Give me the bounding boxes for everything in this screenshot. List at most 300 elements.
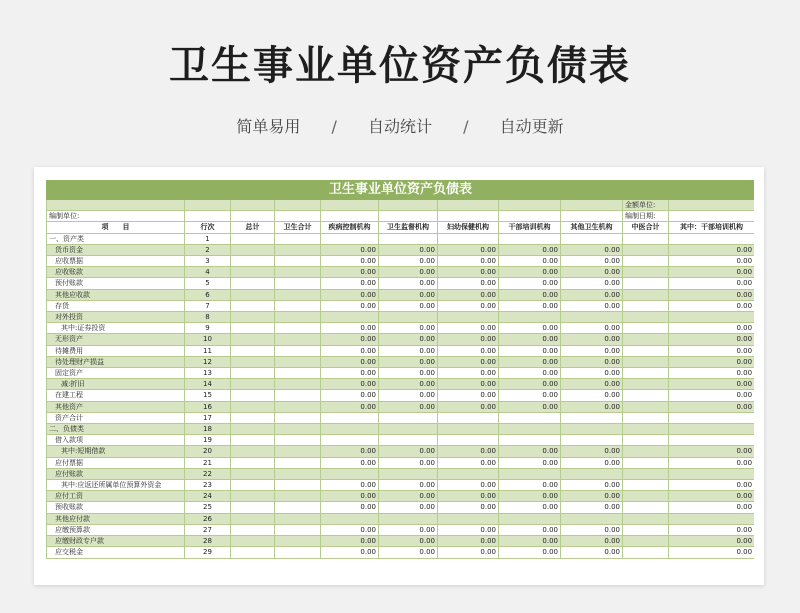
row-value: 0.00 bbox=[561, 368, 623, 379]
row-value: 0.00 bbox=[669, 401, 755, 412]
row-value: 0.00 bbox=[321, 278, 379, 289]
row-value bbox=[499, 312, 561, 323]
row-value: 0.00 bbox=[379, 491, 438, 502]
row-value bbox=[499, 435, 561, 446]
row-value bbox=[623, 278, 669, 289]
row-value: 0.00 bbox=[379, 536, 438, 547]
row-value bbox=[438, 312, 499, 323]
row-value bbox=[623, 312, 669, 323]
row-value bbox=[275, 312, 321, 323]
row-value bbox=[623, 368, 669, 379]
row-value bbox=[275, 424, 321, 435]
row-value: 0.00 bbox=[499, 278, 561, 289]
row-value bbox=[275, 390, 321, 401]
row-value: 0.00 bbox=[321, 491, 379, 502]
row-item: 应付票据 bbox=[47, 457, 185, 468]
table-row bbox=[47, 536, 755, 547]
row-value bbox=[231, 480, 275, 491]
row-item: 应交税金 bbox=[47, 547, 185, 558]
row-value bbox=[275, 334, 321, 345]
row-value bbox=[275, 256, 321, 267]
row-value: 0.00 bbox=[321, 289, 379, 300]
row-value: 0.00 bbox=[561, 300, 623, 311]
row-value bbox=[438, 468, 499, 479]
row-value bbox=[623, 547, 669, 558]
row-item: 其他应付款 bbox=[47, 513, 185, 524]
row-line-number: 24 bbox=[185, 491, 231, 502]
row-value: 0.00 bbox=[669, 390, 755, 401]
row-value bbox=[275, 412, 321, 423]
row-value: 0.00 bbox=[669, 244, 755, 255]
row-value: 0.00 bbox=[321, 244, 379, 255]
row-value: 0.00 bbox=[499, 401, 561, 412]
row-value bbox=[623, 300, 669, 311]
row-value: 0.00 bbox=[321, 547, 379, 558]
row-line-number: 20 bbox=[185, 446, 231, 457]
row-item: 预付账款 bbox=[47, 278, 185, 289]
row-item: 预收账款 bbox=[47, 502, 185, 513]
table-row bbox=[47, 468, 755, 479]
row-value bbox=[561, 412, 623, 423]
table-row bbox=[47, 401, 755, 412]
row-value bbox=[231, 424, 275, 435]
row-value bbox=[231, 267, 275, 278]
row-value: 0.00 bbox=[499, 491, 561, 502]
row-value: 0.00 bbox=[669, 379, 755, 390]
table-row bbox=[47, 334, 755, 345]
row-value: 0.00 bbox=[438, 368, 499, 379]
row-value bbox=[499, 424, 561, 435]
row-value bbox=[275, 457, 321, 468]
row-value: 0.00 bbox=[561, 502, 623, 513]
row-value bbox=[623, 536, 669, 547]
row-value bbox=[623, 345, 669, 356]
table-row bbox=[47, 312, 755, 323]
column-header-row bbox=[47, 222, 755, 233]
row-item: 应收账款 bbox=[47, 267, 185, 278]
row-value bbox=[623, 435, 669, 446]
col-header: 疾病控制机构 bbox=[321, 222, 379, 233]
row-value: 0.00 bbox=[438, 536, 499, 547]
row-line-number: 1 bbox=[185, 233, 231, 244]
row-value: 0.00 bbox=[499, 536, 561, 547]
col-header: 其中：干部培训机构 bbox=[669, 222, 755, 233]
row-value bbox=[438, 435, 499, 446]
row-value: 0.00 bbox=[669, 334, 755, 345]
row-value: 0.00 bbox=[669, 524, 755, 535]
row-value bbox=[275, 446, 321, 457]
row-item: 减:折旧 bbox=[47, 379, 185, 390]
col-header: 中医合计 bbox=[623, 222, 669, 233]
row-value: 0.00 bbox=[379, 368, 438, 379]
row-value: 0.00 bbox=[561, 356, 623, 367]
row-value bbox=[499, 513, 561, 524]
row-line-number: 7 bbox=[185, 300, 231, 311]
row-value: 0.00 bbox=[379, 480, 438, 491]
row-value: 0.00 bbox=[669, 446, 755, 457]
row-value: 0.00 bbox=[669, 300, 755, 311]
row-value bbox=[379, 424, 438, 435]
tag-separator: / bbox=[331, 117, 337, 136]
row-value: 0.00 bbox=[438, 379, 499, 390]
row-value: 0.00 bbox=[669, 289, 755, 300]
row-value: 0.00 bbox=[669, 368, 755, 379]
row-value: 0.00 bbox=[379, 267, 438, 278]
row-line-number: 6 bbox=[185, 289, 231, 300]
row-value bbox=[275, 278, 321, 289]
row-value: 0.00 bbox=[379, 323, 438, 334]
sheet-title: 卫生事业单位资产负债表 bbox=[47, 181, 755, 200]
row-value: 0.00 bbox=[438, 446, 499, 457]
row-value bbox=[275, 379, 321, 390]
tag-separator: / bbox=[463, 117, 469, 136]
row-value: 0.00 bbox=[561, 491, 623, 502]
col-header: 卫生监督机构 bbox=[379, 222, 438, 233]
row-value bbox=[623, 233, 669, 244]
row-item: 资产合计 bbox=[47, 412, 185, 423]
row-value bbox=[321, 424, 379, 435]
row-value bbox=[438, 412, 499, 423]
row-value bbox=[231, 468, 275, 479]
row-value: 0.00 bbox=[379, 446, 438, 457]
row-value bbox=[231, 233, 275, 244]
row-value: 0.00 bbox=[379, 379, 438, 390]
row-value bbox=[669, 513, 755, 524]
row-value bbox=[438, 513, 499, 524]
row-line-number: 4 bbox=[185, 267, 231, 278]
row-value bbox=[231, 457, 275, 468]
row-value bbox=[231, 256, 275, 267]
row-value bbox=[623, 390, 669, 401]
row-value bbox=[231, 435, 275, 446]
row-item: 无形资产 bbox=[47, 334, 185, 345]
table-row bbox=[47, 233, 755, 244]
row-value: 0.00 bbox=[561, 401, 623, 412]
table-row bbox=[47, 267, 755, 278]
table-row bbox=[47, 513, 755, 524]
meta-row bbox=[47, 200, 755, 211]
row-item: 货币资金 bbox=[47, 244, 185, 255]
row-value bbox=[379, 513, 438, 524]
row-value bbox=[623, 401, 669, 412]
row-value bbox=[623, 457, 669, 468]
row-value: 0.00 bbox=[561, 334, 623, 345]
row-value: 0.00 bbox=[438, 278, 499, 289]
row-value bbox=[623, 524, 669, 535]
table-row bbox=[47, 278, 755, 289]
row-value: 0.00 bbox=[379, 390, 438, 401]
row-value: 0.00 bbox=[499, 390, 561, 401]
col-header: 行次 bbox=[185, 222, 231, 233]
row-value bbox=[669, 435, 755, 446]
row-value bbox=[379, 233, 438, 244]
feature-tags bbox=[0, 114, 800, 137]
row-value: 0.00 bbox=[669, 356, 755, 367]
row-value bbox=[231, 278, 275, 289]
row-value: 0.00 bbox=[379, 256, 438, 267]
row-value bbox=[499, 233, 561, 244]
col-header: 干部培训机构 bbox=[499, 222, 561, 233]
row-value: 0.00 bbox=[499, 323, 561, 334]
row-line-number: 27 bbox=[185, 524, 231, 535]
table-row bbox=[47, 435, 755, 446]
row-value: 0.00 bbox=[669, 256, 755, 267]
row-value bbox=[561, 435, 623, 446]
row-value bbox=[231, 401, 275, 412]
row-line-number: 5 bbox=[185, 278, 231, 289]
row-value bbox=[231, 345, 275, 356]
row-value bbox=[623, 446, 669, 457]
row-value: 0.00 bbox=[561, 480, 623, 491]
row-value bbox=[231, 547, 275, 558]
row-value: 0.00 bbox=[669, 457, 755, 468]
row-value: 0.00 bbox=[669, 536, 755, 547]
row-value: 0.00 bbox=[321, 368, 379, 379]
row-line-number: 21 bbox=[185, 457, 231, 468]
row-value bbox=[499, 468, 561, 479]
row-value: 0.00 bbox=[379, 334, 438, 345]
row-value: 0.00 bbox=[561, 278, 623, 289]
row-value: 0.00 bbox=[438, 323, 499, 334]
row-line-number: 2 bbox=[185, 244, 231, 255]
row-item: 其中:证券投资 bbox=[47, 323, 185, 334]
prepared-by-label: 编制单位: bbox=[47, 211, 185, 222]
table-row bbox=[47, 356, 755, 367]
row-value: 0.00 bbox=[438, 300, 499, 311]
row-value: 0.00 bbox=[561, 345, 623, 356]
row-item: 在建工程 bbox=[47, 390, 185, 401]
row-value: 0.00 bbox=[499, 524, 561, 535]
amount-unit-label: 金额单位: bbox=[623, 200, 669, 211]
row-value bbox=[275, 368, 321, 379]
row-value bbox=[623, 356, 669, 367]
row-line-number: 3 bbox=[185, 256, 231, 267]
row-value: 0.00 bbox=[499, 256, 561, 267]
row-value: 0.00 bbox=[561, 547, 623, 558]
row-value: 0.00 bbox=[438, 480, 499, 491]
row-line-number: 19 bbox=[185, 435, 231, 446]
row-item: 应缴财政专户款 bbox=[47, 536, 185, 547]
row-item: 固定资产 bbox=[47, 368, 185, 379]
row-value bbox=[623, 323, 669, 334]
row-value: 0.00 bbox=[379, 502, 438, 513]
table-row bbox=[47, 289, 755, 300]
table-row bbox=[47, 244, 755, 255]
row-value: 0.00 bbox=[499, 289, 561, 300]
row-value: 0.00 bbox=[561, 289, 623, 300]
row-item: 其中:短期借款 bbox=[47, 446, 185, 457]
col-header: 项 目 bbox=[47, 222, 185, 233]
row-value: 0.00 bbox=[321, 334, 379, 345]
row-line-number: 17 bbox=[185, 412, 231, 423]
row-value bbox=[275, 435, 321, 446]
row-value: 0.00 bbox=[669, 502, 755, 513]
row-item: 应付账款 bbox=[47, 468, 185, 479]
row-item: 待处理财产损益 bbox=[47, 356, 185, 367]
row-value bbox=[275, 468, 321, 479]
row-value bbox=[623, 502, 669, 513]
row-line-number: 14 bbox=[185, 379, 231, 390]
row-value: 0.00 bbox=[321, 502, 379, 513]
row-value: 0.00 bbox=[321, 379, 379, 390]
row-value: 0.00 bbox=[438, 244, 499, 255]
row-value bbox=[623, 412, 669, 423]
row-value: 0.00 bbox=[379, 244, 438, 255]
row-line-number: 22 bbox=[185, 468, 231, 479]
table-row bbox=[47, 323, 755, 334]
row-value bbox=[561, 424, 623, 435]
row-value bbox=[231, 513, 275, 524]
row-line-number: 29 bbox=[185, 547, 231, 558]
row-item: 应缴预算款 bbox=[47, 524, 185, 535]
meta-row bbox=[47, 211, 755, 222]
row-value bbox=[321, 468, 379, 479]
row-value: 0.00 bbox=[321, 300, 379, 311]
row-value: 0.00 bbox=[438, 334, 499, 345]
row-value: 0.00 bbox=[379, 401, 438, 412]
tag-auto-stat: 自动统计 bbox=[367, 117, 432, 136]
row-item: 待摊费用 bbox=[47, 345, 185, 356]
row-value: 0.00 bbox=[379, 345, 438, 356]
row-value bbox=[623, 491, 669, 502]
row-line-number: 25 bbox=[185, 502, 231, 513]
row-value bbox=[321, 435, 379, 446]
row-value: 0.00 bbox=[499, 345, 561, 356]
row-value bbox=[275, 502, 321, 513]
row-value: 0.00 bbox=[438, 547, 499, 558]
row-value bbox=[231, 368, 275, 379]
row-value: 0.00 bbox=[669, 345, 755, 356]
row-value: 0.00 bbox=[561, 267, 623, 278]
row-value: 0.00 bbox=[561, 244, 623, 255]
row-line-number: 26 bbox=[185, 513, 231, 524]
row-value: 0.00 bbox=[321, 345, 379, 356]
row-line-number: 13 bbox=[185, 368, 231, 379]
row-value bbox=[231, 390, 275, 401]
row-value: 0.00 bbox=[499, 457, 561, 468]
col-header: 其他卫生机构 bbox=[561, 222, 623, 233]
table-row bbox=[47, 300, 755, 311]
row-value: 0.00 bbox=[379, 524, 438, 535]
row-line-number: 11 bbox=[185, 345, 231, 356]
row-value bbox=[561, 513, 623, 524]
row-value: 0.00 bbox=[438, 256, 499, 267]
row-value bbox=[275, 513, 321, 524]
row-value: 0.00 bbox=[499, 480, 561, 491]
row-value: 0.00 bbox=[438, 345, 499, 356]
row-item: 其他资产 bbox=[47, 401, 185, 412]
row-value: 0.00 bbox=[669, 491, 755, 502]
row-value bbox=[275, 491, 321, 502]
row-value: 0.00 bbox=[438, 401, 499, 412]
row-value bbox=[231, 536, 275, 547]
row-value: 0.00 bbox=[321, 536, 379, 547]
row-line-number: 15 bbox=[185, 390, 231, 401]
row-value: 0.00 bbox=[669, 547, 755, 558]
row-item: 其他应收款 bbox=[47, 289, 185, 300]
row-value: 0.00 bbox=[561, 379, 623, 390]
row-line-number: 16 bbox=[185, 401, 231, 412]
balance-sheet-table bbox=[46, 180, 754, 559]
row-value bbox=[623, 334, 669, 345]
tag-auto-update: 自动更新 bbox=[499, 117, 564, 136]
row-value bbox=[275, 289, 321, 300]
row-value: 0.00 bbox=[561, 323, 623, 334]
row-value: 0.00 bbox=[499, 356, 561, 367]
row-value bbox=[275, 345, 321, 356]
row-value bbox=[623, 379, 669, 390]
table-row bbox=[47, 368, 755, 379]
row-value: 0.00 bbox=[379, 547, 438, 558]
row-value bbox=[669, 424, 755, 435]
row-value: 0.00 bbox=[669, 323, 755, 334]
row-value: 0.00 bbox=[669, 267, 755, 278]
row-value bbox=[379, 435, 438, 446]
row-value: 0.00 bbox=[561, 390, 623, 401]
row-value: 0.00 bbox=[321, 524, 379, 535]
row-value: 0.00 bbox=[321, 356, 379, 367]
row-value: 0.00 bbox=[499, 379, 561, 390]
row-value: 0.00 bbox=[321, 480, 379, 491]
row-value: 0.00 bbox=[499, 368, 561, 379]
row-value bbox=[321, 312, 379, 323]
row-line-number: 10 bbox=[185, 334, 231, 345]
row-line-number: 12 bbox=[185, 356, 231, 367]
row-value bbox=[499, 412, 561, 423]
row-value bbox=[561, 233, 623, 244]
row-value bbox=[275, 524, 321, 535]
row-value bbox=[231, 379, 275, 390]
row-value bbox=[321, 233, 379, 244]
table-row bbox=[47, 390, 755, 401]
row-value: 0.00 bbox=[379, 457, 438, 468]
table-row bbox=[47, 412, 755, 423]
row-value bbox=[231, 312, 275, 323]
col-header: 妇幼保健机构 bbox=[438, 222, 499, 233]
row-item: 一、资产类 bbox=[47, 233, 185, 244]
row-value: 0.00 bbox=[321, 267, 379, 278]
row-value: 0.00 bbox=[321, 323, 379, 334]
row-line-number: 28 bbox=[185, 536, 231, 547]
row-value: 0.00 bbox=[438, 356, 499, 367]
row-value: 0.00 bbox=[438, 289, 499, 300]
row-value bbox=[231, 300, 275, 311]
row-value bbox=[275, 480, 321, 491]
row-value bbox=[321, 412, 379, 423]
row-value: 0.00 bbox=[438, 390, 499, 401]
row-value: 0.00 bbox=[321, 390, 379, 401]
row-value: 0.00 bbox=[438, 267, 499, 278]
row-value: 0.00 bbox=[561, 256, 623, 267]
row-value bbox=[275, 547, 321, 558]
row-value: 0.00 bbox=[499, 334, 561, 345]
row-value bbox=[669, 233, 755, 244]
row-line-number: 9 bbox=[185, 323, 231, 334]
row-value: 0.00 bbox=[561, 536, 623, 547]
row-value bbox=[231, 446, 275, 457]
spreadsheet-preview bbox=[34, 167, 764, 585]
row-value bbox=[231, 502, 275, 513]
row-item: 二、负债类 bbox=[47, 424, 185, 435]
row-value: 0.00 bbox=[499, 547, 561, 558]
tag-easy: 简单易用 bbox=[236, 117, 301, 136]
row-value: 0.00 bbox=[499, 267, 561, 278]
col-header: 总计 bbox=[231, 222, 275, 233]
table-row bbox=[47, 480, 755, 491]
row-value bbox=[231, 412, 275, 423]
table-row bbox=[47, 547, 755, 558]
row-value: 0.00 bbox=[321, 457, 379, 468]
